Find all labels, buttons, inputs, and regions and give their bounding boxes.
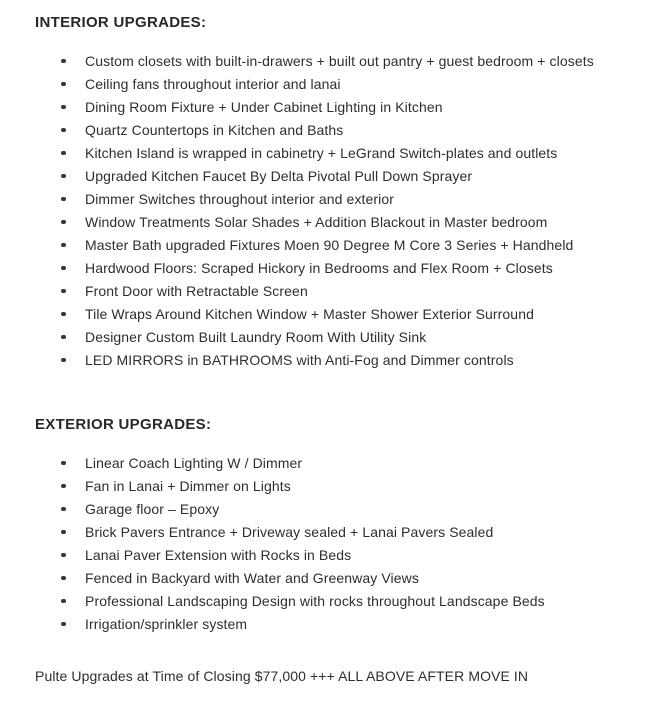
list-item: Fan in Lanai + Dimmer on Lights	[35, 479, 637, 493]
list-item: Dimmer Switches throughout interior and exterior	[35, 192, 637, 206]
list-item: Brick Pavers Entrance + Driveway sealed + Lanai Pavers Sealed	[35, 525, 637, 539]
closing-cost-note: Pulte Upgrades at Time of Closing $77,000 +++ ALL ABOVE AFTER MOVE IN	[35, 668, 529, 685]
section-divider-space	[35, 376, 637, 416]
interior-upgrades-list	[35, 54, 637, 367]
interior-upgrades-heading: INTERIOR UPGRADES:	[35, 14, 207, 31]
list-item: Dining Room Fixture + Under Cabinet Lighting in Kitchen	[35, 100, 637, 114]
list-item: Quartz Countertops in Kitchen and Baths	[35, 123, 637, 137]
list-item: Kitchen Island is wrapped in cabinetry + LeGrand Switch-plates and outlets	[35, 146, 637, 160]
list-item: Upgraded Kitchen Faucet By Delta Pivotal Pull Down Sprayer	[35, 169, 637, 183]
list-item: Designer Custom Built Laundry Room With Utility Sink	[35, 330, 637, 344]
list-item: Lanai Paver Extension with Rocks in Beds	[35, 548, 637, 562]
list-item: Irrigation/sprinkler system	[35, 617, 637, 631]
list-item: Tile Wraps Around Kitchen Window + Master Shower Exterior Surround	[35, 307, 637, 321]
list-item: Linear Coach Lighting W / Dimmer	[35, 456, 637, 470]
list-item: Hardwood Floors: Scraped Hickory in Bedrooms and Flex Room + Closets	[35, 261, 637, 275]
list-item: Professional Landscaping Design with rocks throughout Landscape Beds	[35, 594, 637, 608]
list-item: Ceiling fans throughout interior and lanai	[35, 77, 637, 91]
list-item: Window Treatments Solar Shades + Addition Blackout in Master bedroom	[35, 215, 637, 229]
list-item: Custom closets with built-in-drawers + built out pantry + guest bedroom + closets	[35, 54, 637, 68]
exterior-upgrades-heading: EXTERIOR UPGRADES:	[35, 416, 212, 433]
section-interior-upgrades	[35, 14, 637, 367]
list-item: Fenced in Backyard with Water and Greenway Views	[35, 571, 637, 585]
list-item: Front Door with Retractable Screen	[35, 284, 637, 298]
list-item: Master Bath upgraded Fixtures Moen 90 Degree M Core 3 Series + Handheld	[35, 238, 637, 252]
section-exterior-upgrades	[35, 416, 637, 631]
list-item: LED MIRRORS in BATHROOMS with Anti-Fog and Dimmer controls	[35, 353, 637, 367]
exterior-upgrades-list	[35, 456, 637, 631]
list-item: Garage floor – Epoxy	[35, 502, 637, 516]
